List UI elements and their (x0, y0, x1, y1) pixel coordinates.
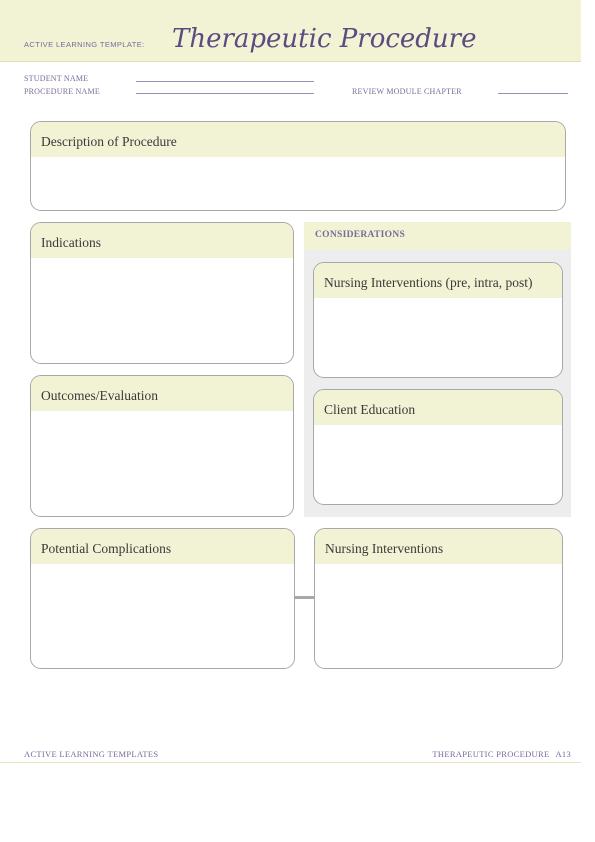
page-title: Therapeutic Procedure (172, 24, 477, 54)
considerations-heading: CONSIDERATIONS (304, 222, 571, 250)
client-education-heading: Client Education (314, 390, 562, 425)
potential-complications-box[interactable] (30, 528, 295, 669)
procedure-name-label: PROCEDURE NAME (24, 87, 100, 96)
student-name-field[interactable] (136, 81, 314, 82)
description-heading: Description of Procedure (31, 122, 565, 157)
nursing-interventions-box[interactable] (314, 528, 563, 669)
review-module-label: REVIEW MODULE CHAPTER (352, 87, 462, 96)
footer-procedure-label: THERAPEUTIC PROCEDURE (432, 749, 550, 759)
header-band (0, 0, 581, 62)
review-module-field[interactable] (498, 93, 568, 94)
connector-line (295, 596, 314, 599)
client-education-box[interactable] (313, 389, 563, 505)
description-box[interactable] (30, 121, 566, 211)
potential-complications-heading: Potential Complications (31, 529, 294, 564)
procedure-name-field[interactable] (136, 93, 314, 94)
nursing-interventions-periop-heading: Nursing Interventions (pre, intra, post) (314, 263, 562, 298)
footer-rule (0, 762, 581, 763)
student-name-label: STUDENT NAME (24, 74, 89, 83)
nursing-interventions-periop-box[interactable] (313, 262, 563, 378)
footer-left: ACTIVE LEARNING TEMPLATES (24, 749, 159, 759)
nursing-interventions-heading: Nursing Interventions (315, 529, 562, 564)
outcomes-heading: Outcomes/Evaluation (31, 376, 293, 411)
indications-box[interactable] (30, 222, 294, 364)
outcomes-box[interactable] (30, 375, 294, 517)
footer-page-code: A13 (555, 749, 571, 759)
footer-right (432, 749, 571, 759)
template-prefix: ACTIVE LEARNING TEMPLATE: (24, 40, 145, 49)
indications-heading: Indications (31, 223, 293, 258)
